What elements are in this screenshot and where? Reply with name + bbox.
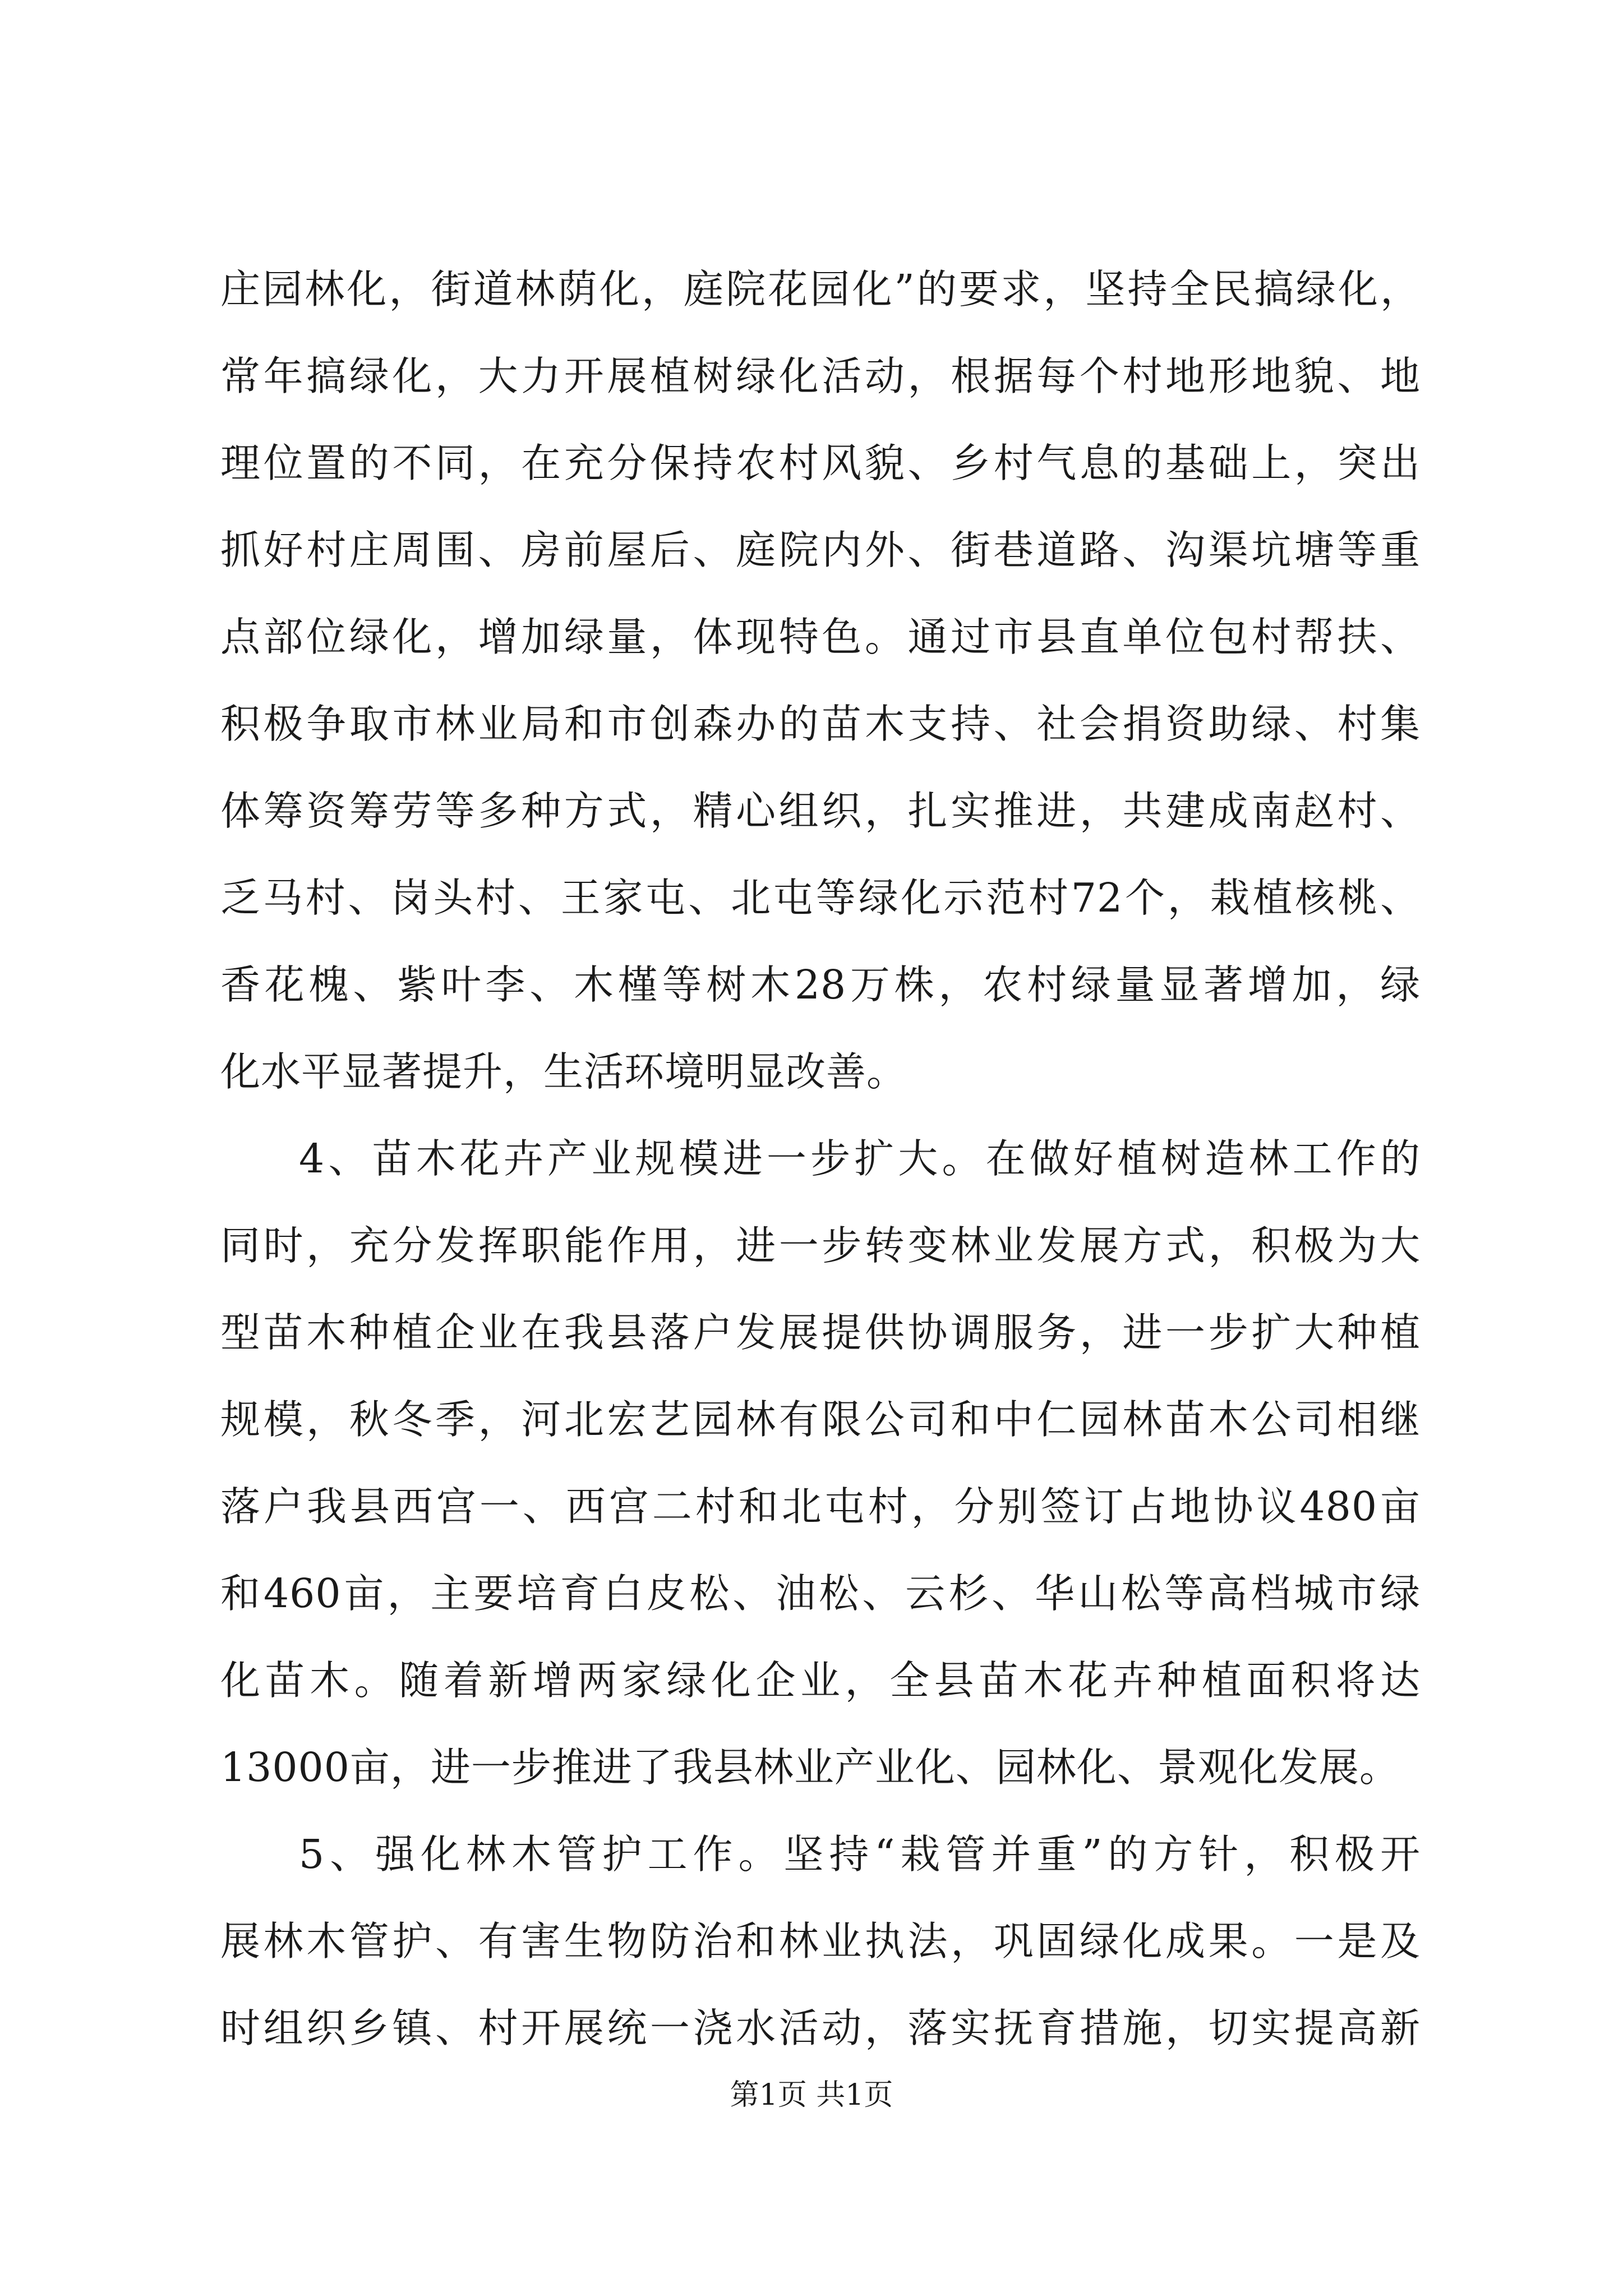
text-line: 型苗木种植企业在我县落户发展提供协调服务，进一步扩大种植 xyxy=(220,1309,1421,1356)
text-line: 乏马村、岗头村、王家屯、北屯等绿化示范村72个，栽植核桃、 xyxy=(220,875,1421,921)
page-number-footer: 第1页 共1页 xyxy=(730,2078,893,2112)
text-line: 常年搞绿化，大力开展植树绿化活动，根据每个村地形地貌、地 xyxy=(220,353,1421,399)
paragraph-start-line: 5、强化林木管护工作。坚持“栽管并重”的方针，积极开 xyxy=(299,1831,1421,1878)
text-line: 规模，秋冬季，河北宏艺园林有限公司和中仁园林苗木公司相继 xyxy=(220,1396,1421,1443)
text-line: 香花槐、紫叶李、木槿等树木28万株，农村绿量显著增加，绿 xyxy=(220,961,1421,1008)
text-line: 化苗木。随着新增两家绿化企业，全县苗木花卉种植面积将达 xyxy=(220,1657,1421,1704)
text-line: 落户我县西宫一、西宫二村和北屯村，分别签订占地协议480亩 xyxy=(220,1483,1421,1530)
text-line: 理位置的不同，在充分保持农村风貌、乡村气息的基础上，突出 xyxy=(220,440,1421,486)
text-line: 13000亩，进一步推进了我县林业产业化、园林化、景观化发展。 xyxy=(220,1744,1400,1791)
text-line: 抓好村庄周围、房前屋后、庭院内外、街巷道路、沟渠坑塘等重 xyxy=(220,527,1421,573)
text-line: 点部位绿化，增加绿量，体现特色。通过市县直单位包村帮扶、 xyxy=(220,614,1421,660)
text-line: 体筹资筹劳等多种方式，精心组织，扎实推进，共建成南赵村、 xyxy=(220,788,1421,834)
text-line: 时组织乡镇、村开展统一浇水活动，落实抚育措施，切实提高新 xyxy=(220,2005,1421,2051)
text-line: 化水平显著提升，生活环境明显改善。 xyxy=(220,1048,907,1095)
text-line: 和460亩，主要培育白皮松、油松、云杉、华山松等高档城市绿 xyxy=(220,1570,1421,1617)
document-body xyxy=(220,246,1421,2072)
text-line: 积极争取市林业局和市创森办的苗木支持、社会捐资助绿、村集 xyxy=(220,701,1421,747)
text-line: 庄园林化，街道林荫化，庭院花园化”的要求，坚持全民搞绿化， xyxy=(220,266,1421,312)
text-line: 展林木管护、有害生物防治和林业执法，巩固绿化成果。一是及 xyxy=(220,1918,1421,1964)
text-line: 同时，充分发挥职能作用，进一步转变林业发展方式，积极为大 xyxy=(220,1222,1421,1269)
paragraph-start-line: 4、苗木花卉产业规模进一步扩大。在做好植树造林工作的 xyxy=(299,1135,1421,1182)
